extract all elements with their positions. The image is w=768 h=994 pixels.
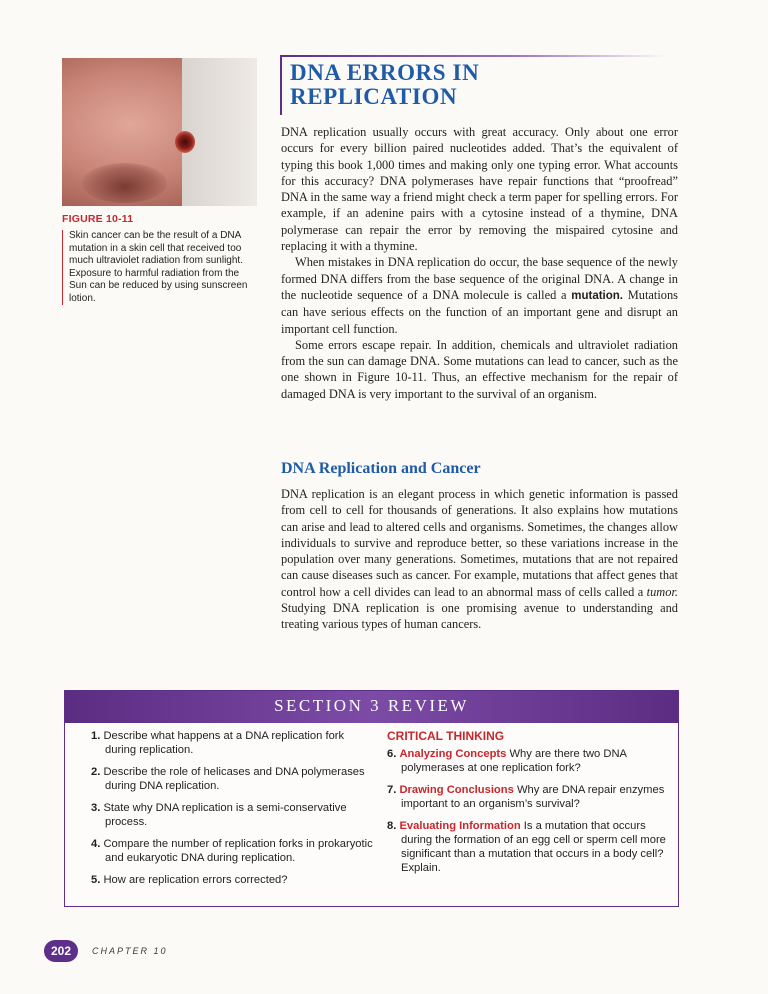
section-review-box — [64, 690, 679, 907]
photo-lesion — [175, 131, 195, 153]
page-number: 202 — [44, 940, 78, 962]
review-question: 3. State why DNA replication is a semi-conservative process. — [91, 802, 347, 828]
section-title-line-1: DNA ERRORS IN — [290, 60, 480, 85]
critical-question: 8. Evaluating Information Is a mutation that occurs during the formation of an egg cell or sperm cell more significant than a mutation that occurs in a body cell? Explain. — [387, 820, 666, 874]
paragraph-3: Some errors escape repair. In addition, chemicals and ultraviolet radiation from the sun can damage DNA. Some mutations can lead to cancer, such as the one shown in Figure 10-11. Thus, an effective mechanism for the repair of damaged DNA is very important to the survival of an organism. — [281, 337, 678, 401]
photo-nostril-shading — [82, 163, 167, 203]
term-tumor: tumor. — [646, 584, 678, 599]
figure-caption: Skin cancer can be the result of a DNA mutation in a skin cell that received too much ultraviolet radiation from sunlight. Exposure to harmful radiation from the Sun can be reduced by using sunscreen lotion. — [62, 230, 259, 305]
paragraph-2-before: When mistakes in DNA replication do occur, the base sequence of the newly formed DNA differs from the base sequence of the original DNA. A change in the nucleotide sequence of a DNA molecule is called a — [281, 255, 678, 302]
subsection-heading: DNA Replication and Cancer — [281, 460, 481, 477]
body-text-block-2 — [281, 486, 678, 633]
section-title — [290, 61, 479, 109]
body-text-block-1 — [281, 124, 678, 402]
paragraph-4-after: Studying DNA replication is one promising avenue to understanding and treating various types of human cancers. — [281, 601, 678, 632]
paragraph-4 — [281, 486, 678, 633]
review-question: 1. Describe what happens at a DNA replication fork during replication. — [91, 730, 345, 756]
critical-thinking — [387, 729, 667, 883]
review-question: 2. Describe the role of helicases and DNA polymerases during DNA replication. — [91, 766, 365, 792]
review-title: SECTION 3 REVIEW — [274, 696, 469, 715]
critical-thinking-heading: CRITICAL THINKING — [387, 729, 505, 743]
critical-question: 7. Drawing Conclusions Why are DNA repair enzymes important to an organism’s survival? — [387, 784, 665, 810]
review-question: 4. Compare the number of replication forks in prokaryotic and eukaryotic DNA during replication. — [91, 838, 373, 864]
chapter-label: CHAPTER 10 — [92, 946, 168, 956]
paragraph-1: DNA replication usually occurs with great accuracy. Only about one error occurs for every billion paired nucleotides added. That’s the equivalent of typing this book 1,000 times and making only one typing error. What accounts for this accuracy? DNA polymerases have repair functions that “proofread” DNA in the same way a friend might check a term paper for spelling errors. For example, if an adenine pairs with a cytosine instead of a thymine, DNA polymerase can repair the error by removing the mispaired cytosine and replacing it with a thymine. — [281, 125, 678, 254]
review-question: 5. How are replication errors corrected? — [91, 874, 288, 886]
review-questions — [91, 729, 376, 895]
figure-label: FIGURE 10-11 — [62, 213, 134, 225]
paragraph-2-after: Mutations can have serious effects on the function of an important gene and disrupt an important cell function. — [281, 287, 678, 336]
paragraph-4-before: DNA replication is an elegant process in which genetic information is passed from cell to cell for thousands of generations. It also explains how mutations can arise and lead to altered cells and organisms. Sometimes, the changes allow individuals to survive and reproduce better, so these variations increase in the population over many generations. Sometimes, mutations that are not repaired can cause diseases such as cancer. For example, mutations that affect genes that control how a cell divides can lead to an abnormal mass of cells called a — [281, 487, 678, 599]
paragraph-2 — [281, 254, 678, 336]
section-title-line-2: REPLICATION — [290, 84, 458, 109]
skin-cancer-photo — [62, 58, 257, 206]
section-title-box — [280, 55, 667, 115]
term-mutation: mutation. — [571, 289, 623, 302]
photo-background — [182, 58, 257, 206]
critical-question: 6. Analyzing Concepts Why are there two DNA polymerases at one replication fork? — [387, 748, 627, 774]
review-title-bar — [65, 691, 678, 723]
